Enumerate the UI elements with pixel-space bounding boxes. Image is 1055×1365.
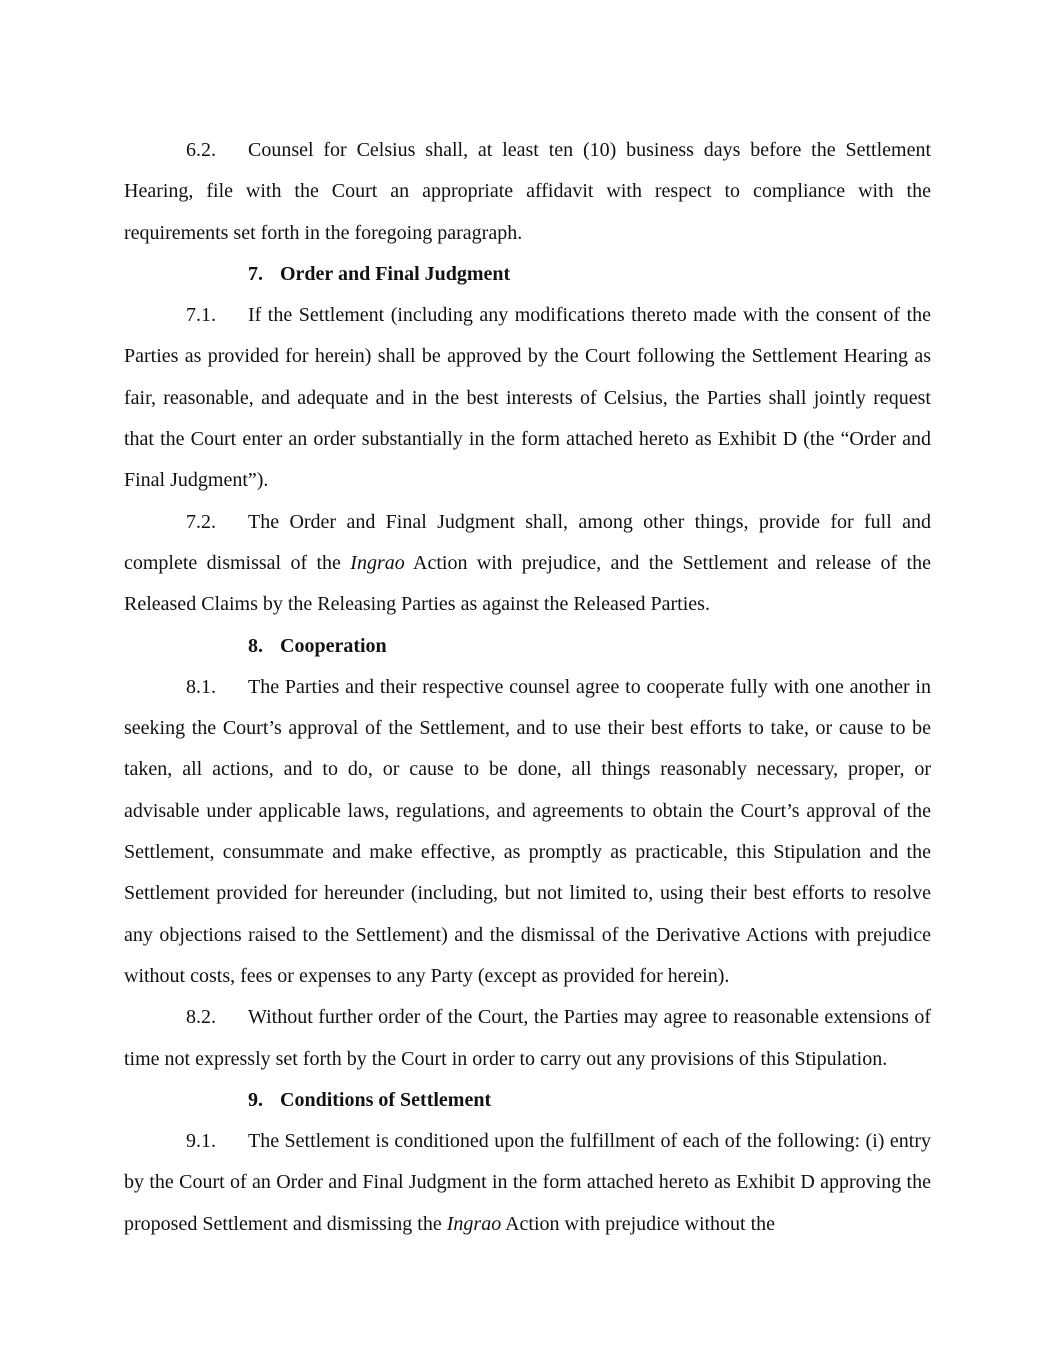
paragraph-text: Without further order of the Court, the Parties may agree to reasonable extensions of time not expressly set forth by the Court in order to carry out any provisions of this Stipulation. bbox=[124, 1006, 931, 1070]
paragraph-number: 6.2. bbox=[186, 139, 216, 161]
section-number: 7. bbox=[248, 262, 263, 285]
paragraph-text-cont: Action with prejudice without the bbox=[501, 1212, 776, 1235]
section-heading-9 bbox=[124, 1080, 931, 1121]
paragraph-9-1 bbox=[124, 1121, 931, 1245]
section-heading-7 bbox=[124, 254, 931, 295]
paragraph-text-cont: Action with prejudice, and the Settlement and release of the Released Claims by the Releasing Parties as against the Released Parties. bbox=[124, 551, 931, 616]
section-title: Order and Final Judgment bbox=[280, 262, 511, 285]
paragraph-number: 8.1. bbox=[186, 675, 216, 698]
paragraph-number: 7.2. bbox=[186, 510, 216, 533]
paragraph-text: The Order and Final Judgment shall, among other things, provide for full and complete dismissal of the bbox=[124, 510, 931, 574]
section-title: Conditions of Settlement bbox=[280, 1088, 492, 1111]
paragraph-text: The Settlement is conditioned upon the fulfillment of each of the following: (i) entry by the Court of an Order and Final Judgment in the form attached hereto as Exhibit D approving the proposed Settlement and dismissing the bbox=[124, 1130, 931, 1235]
section-title: Cooperation bbox=[280, 634, 387, 657]
document-page bbox=[124, 130, 931, 1245]
paragraph-number: 7.1. bbox=[186, 304, 216, 327]
section-heading-8 bbox=[124, 626, 931, 667]
paragraph-text: The Parties and their respective counsel agree to cooperate fully with one another in seeking the Court’s approval of the Settlement, and to use their best efforts to take, or cause to be taken, all actions, and to do, or cause to be done, all things reasonably necessary, proper, or advisable under applicable laws, regulations, and agreements to obtain the Court’s approval of the Settlement, consummate and make effective, as promptly as practicable, this Stipulation and the Settlement provided for hereunder (including, but not limited to, using their best efforts to resolve any objections raised to the Settlement) and the dismissal of the Derivative Actions with prejudice without costs, fees or expenses to any Party (except as provided for herein). bbox=[124, 675, 931, 987]
section-number: 9. bbox=[248, 1088, 263, 1111]
paragraph-8-2 bbox=[124, 997, 931, 1080]
section-number: 8. bbox=[248, 634, 263, 657]
case-name-italic: Ingrao bbox=[446, 1212, 502, 1235]
paragraph-6-2 bbox=[124, 130, 931, 254]
paragraph-8-1 bbox=[124, 667, 931, 997]
paragraph-7-2 bbox=[124, 502, 931, 626]
paragraph-number: 9.1. bbox=[186, 1130, 216, 1153]
case-name-italic: Ingrao bbox=[350, 551, 405, 574]
paragraph-text: If the Settlement (including any modifications thereto made with the consent of the Parties as provided for herein) shall be approved by the Court following the Settlement Hearing as fair, reasonable, and adequate and in the best interests of Celsius, the Parties shall jointly request that the Court enter an order substantially in the form attached hereto as Exhibit D (the “Order and Final Judgment”). bbox=[124, 304, 931, 492]
paragraph-number: 8.2. bbox=[186, 1006, 216, 1029]
paragraph-text: Counsel for Celsius shall, at least ten (10) business days before the Settlement Hearing, file with the Court an appropriate affidavit with respect to compliance with the requirements set forth in the foregoing paragraph. bbox=[124, 139, 931, 244]
paragraph-7-1 bbox=[124, 295, 931, 501]
